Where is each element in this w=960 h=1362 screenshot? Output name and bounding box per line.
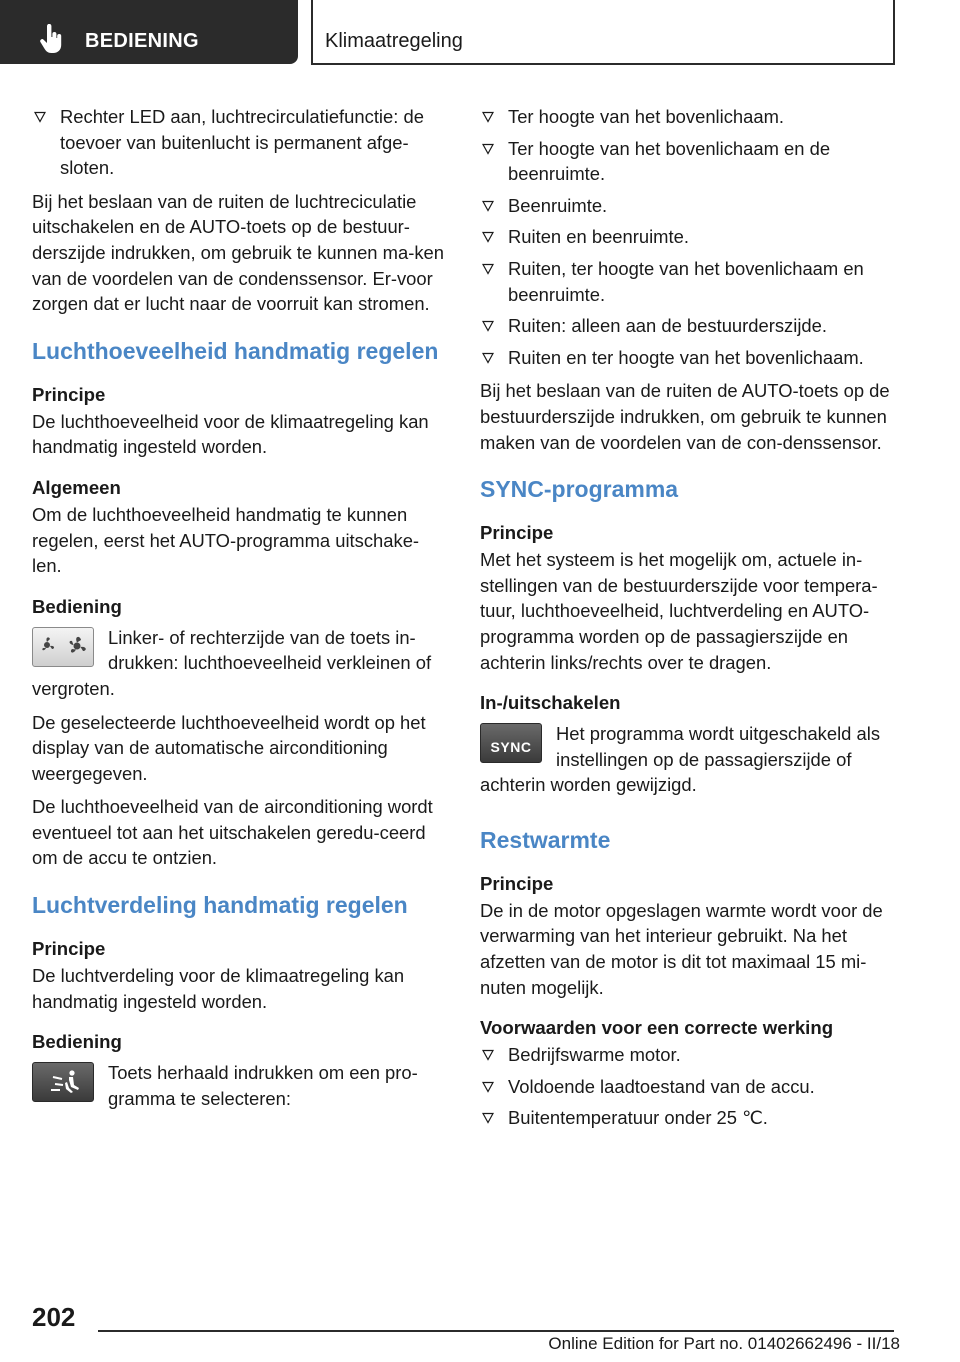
paragraph: De luchthoeveelheid voor de klimaatregeling kan handmatig ingesteld worden. <box>32 410 429 458</box>
triangle-bullet-icon <box>482 263 494 275</box>
list-item-text: Beenruimte. <box>508 194 608 216</box>
list-item <box>480 1105 900 1131</box>
recirculation-list <box>32 104 448 181</box>
left-column <box>32 104 448 1119</box>
triangle-bullet-icon <box>482 1049 494 1061</box>
paragraph: Om de luchthoeveelheid handmatig te kunnen regelen, eerst het AUTO-programma uitschake-len. <box>32 503 420 577</box>
triangle-bullet-icon <box>34 111 46 123</box>
hand-pointer-icon <box>38 24 64 54</box>
triangle-bullet-icon <box>482 111 494 123</box>
subheading-principe: Principe <box>32 938 106 960</box>
header-bottom-line <box>311 63 895 65</box>
list-item <box>480 193 900 219</box>
fan-speed-button-image <box>32 627 94 667</box>
section-heading-sync: SYNC-programma <box>480 476 679 503</box>
sync-button-image <box>480 723 542 763</box>
edition-text: Online Edition for Part no. 01402662496 - II/18 <box>548 1334 900 1353</box>
list-item-text: Ter hoogte van het bovenlichaam en de beenruimte. <box>508 137 831 185</box>
subheading-in-uitschakelen: In-/uitschakelen <box>480 692 621 714</box>
paragraph: Toets herhaald indrukken om een pro-gramma te selecteren: <box>108 1062 418 1109</box>
subheading-principe: Principe <box>480 522 554 544</box>
subheading-bediening: Bediening <box>32 1031 122 1053</box>
triangle-bullet-icon <box>482 200 494 212</box>
triangle-bullet-icon <box>482 1112 494 1124</box>
section-tab <box>0 0 298 64</box>
list-item <box>480 345 900 371</box>
paragraph: De in de motor opgeslagen warmte wordt voor de verwarming van het interieur gebruikt. Na het afzetten van de motor is dit tot maximaal 15 mi-nuten mogelijk. <box>480 899 883 998</box>
subheading-principe: Principe <box>32 383 106 405</box>
subheading-algemeen: Algemeen <box>32 476 121 498</box>
sync-button-label: SYNC <box>490 739 532 756</box>
list-item-text: Ruiten, ter hoogte van het bovenlichaam en beenruimte. <box>508 257 864 305</box>
paragraph: Met het systeem is het mogelijk om, actuele in-stellingen van de bestuurderszijde voor tempera-tuur, luchthoeveelheid, luchtverdeling en AUTO-programma worden op de passagierszijde en achterin links/rechts over te dragen. <box>480 549 878 673</box>
page-header <box>0 0 960 66</box>
triangle-bullet-icon <box>482 320 494 332</box>
list-item-text: Ruiten en ter hoogte van het bovenlichaam. <box>508 346 864 368</box>
list-item <box>480 256 900 307</box>
chapter-label: Klimaatregeling <box>325 30 463 52</box>
list-item-text: Bedrijfswarme motor. <box>508 1044 681 1066</box>
distribution-program-list <box>480 104 900 370</box>
paragraph: De geselecteerde luchthoeveelheid wordt op het display van de automatische airconditioning weergegeven. <box>32 711 426 784</box>
footer-line <box>98 1330 894 1332</box>
list-item <box>480 104 900 130</box>
list-item <box>480 313 900 339</box>
section-heading-luchthoeveelheid: Luchthoeveelheid handmatig regelen <box>32 337 439 364</box>
sync-button-row <box>480 721 900 806</box>
paragraph: De luchthoeveelheid van de airconditioning wordt eventueel tot aan het uitschakelen geredu-ceerd om de accu te ontzien. <box>32 796 433 869</box>
list-item <box>480 1042 900 1068</box>
right-column <box>480 104 900 1139</box>
list-item <box>480 224 900 250</box>
paragraph: Bij het beslaan van de ruiten de AUTO-toets op de bestuurderszijde indrukken, om gebruik te kunnen maken van de voordelen van de con-denssensor. <box>480 380 890 453</box>
subheading-voorwaarden: Voorwaarden voor een correcte werking <box>480 1017 834 1039</box>
subheading-principe: Principe <box>480 872 554 894</box>
list-item-text: Ter hoogte van het bovenlichaam. <box>508 106 785 127</box>
subheading-bediening: Bediening <box>32 595 122 617</box>
fan-button-row <box>32 625 448 710</box>
paragraph: Bij het beslaan van de ruiten de luchtreciculatie uitschakelen en de AUTO-toets op de bestuur-derszijde indrukken, om gebruik te kunnen ma-ken van de voordelen van de condenssensor. Er-voor zorgen dat er lucht naar de voorruit kan stromen. <box>32 190 444 315</box>
triangle-bullet-icon <box>482 143 494 155</box>
conditions-list <box>480 1042 900 1131</box>
section-label: BEDIENING <box>85 30 199 52</box>
distribution-button-row <box>32 1060 448 1119</box>
header-right-border <box>893 0 895 64</box>
fan-icon <box>33 628 93 666</box>
page-number: 202 <box>32 1302 76 1332</box>
list-item <box>32 104 448 181</box>
paragraph: De luchtverdeling voor de klimaatregeling kan handmatig ingesteld worden. <box>32 965 405 1012</box>
triangle-bullet-icon <box>482 352 494 364</box>
list-item-text: Rechter LED aan, luchtrecirculatiefunctie: de toevoer van buitenlucht is permanent afge-sloten. <box>60 106 424 179</box>
list-item-text: Ruiten: alleen aan de bestuurderszijde. <box>508 315 827 337</box>
paragraph: Linker- of rechterzijde van de toets in-drukken: luchthoeveelheid verkleinen of vergroten. <box>32 626 432 699</box>
section-heading-luchtverdeling: Luchtverdeling handmatig regelen <box>32 892 408 919</box>
list-item-text: Ruiten en beenruimte. <box>508 226 689 248</box>
list-item-text: Voldoende laadtoestand van de accu. <box>508 1075 815 1097</box>
section-heading-restwarmte: Restwarmte <box>480 826 611 853</box>
triangle-bullet-icon <box>482 1081 494 1093</box>
paragraph: Het programma wordt uitgeschakeld als instellingen op de passagierszijde of achterin worden gewijzigd. <box>480 723 881 796</box>
list-item <box>480 136 900 187</box>
triangle-bullet-icon <box>482 231 494 243</box>
air-distribution-button-image <box>32 1062 94 1102</box>
air-distribution-icon <box>33 1063 93 1101</box>
header-divider <box>311 0 313 64</box>
list-item-text: Buitentemperatuur onder 25 ℃. <box>508 1107 768 1129</box>
list-item <box>480 1074 900 1100</box>
